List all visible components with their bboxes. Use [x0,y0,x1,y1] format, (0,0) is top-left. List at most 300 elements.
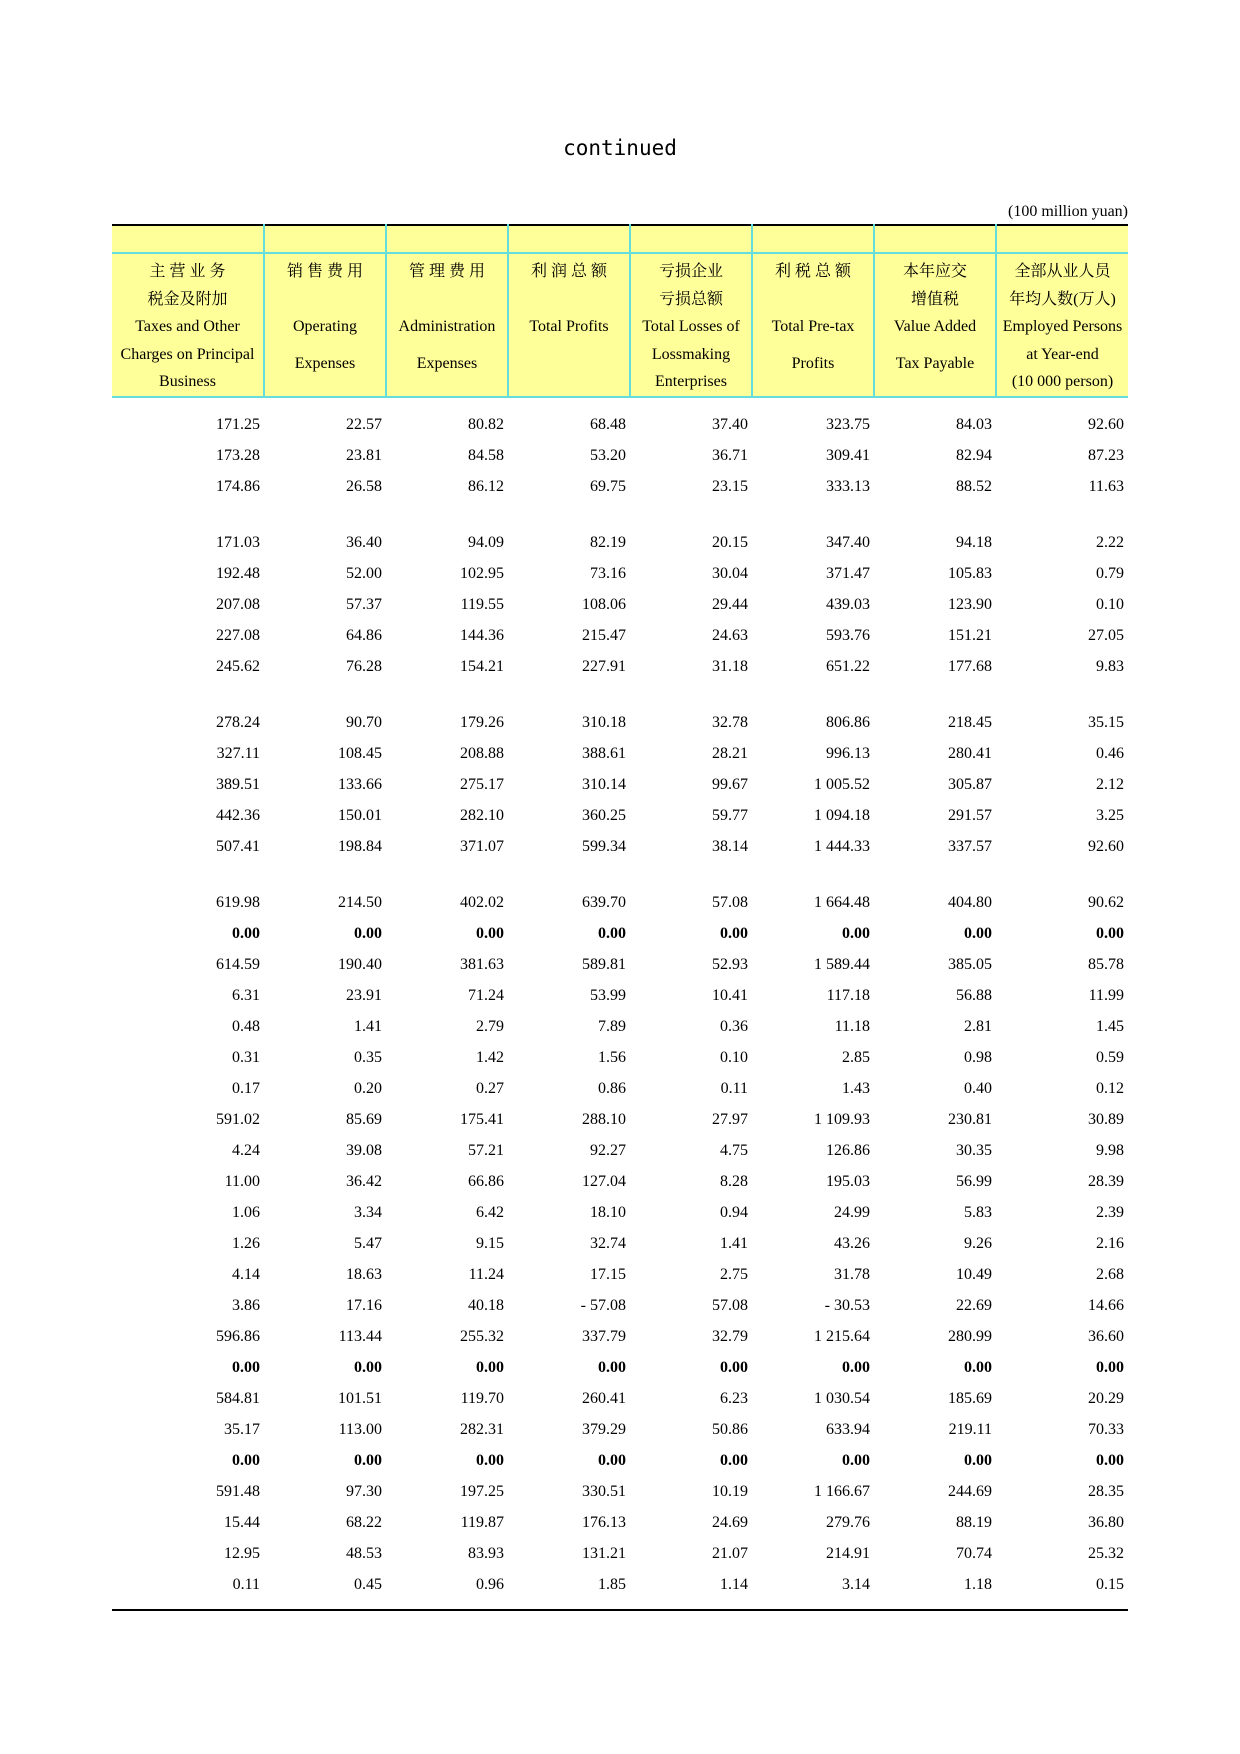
cell-total-profits: 53.99 [590,987,626,1004]
cell-total-profits: 639.70 [582,894,626,911]
column-header-en: Expenses [294,354,356,372]
cell-total-profits: 53.20 [590,447,626,464]
cell-operating-expenses: 17.16 [346,1297,382,1314]
column-header-zh: 管 理 费 用 [408,263,485,280]
cell-taxes-charges: 614.59 [216,956,260,973]
cell-total-losses: 50.86 [712,1421,748,1438]
cell-total-losses: 59.77 [712,807,748,824]
cell-total-losses: 0.94 [720,1204,748,1221]
table-row [112,1012,1128,1043]
column-header-operating-expenses [264,253,386,397]
cell-operating-expenses: 198.84 [338,838,382,855]
cell-employed-persons: 3.25 [1096,807,1124,824]
cell-value-added-tax: 230.81 [948,1111,992,1128]
cell-total-pretax-profits: 347.40 [826,534,870,551]
table-row [112,1353,1128,1384]
cell-employed-persons: 0.15 [996,1570,1128,1610]
cell-taxes-charges: 0.11 [112,1570,264,1610]
cell-taxes-charges: 15.44 [224,1514,260,1531]
cell-value-added-tax: 82.94 [956,447,992,464]
cell-total-losses: 20.15 [712,534,748,551]
header-top-cell [508,225,630,253]
cell-employed-persons: 9.83 [1096,658,1124,675]
cell-taxes-charges: 4.14 [232,1266,260,1283]
cell-employed-persons: 92.60 [1088,416,1124,433]
table-row [112,1136,1128,1167]
cell-total-profits: 68.48 [590,416,626,433]
cell-total-losses: 0.00 [720,1359,748,1376]
cell-operating-expenses: 52.00 [346,565,382,582]
cell-administration-expenses: 6.42 [476,1204,504,1221]
cell-total-losses: 32.78 [712,714,748,731]
cell-value-added-tax: 30.35 [956,1142,992,1159]
cell-total-pretax-profits: 633.94 [826,1421,870,1438]
cell-total-profits: 388.61 [582,745,626,762]
cell-total-losses: 10.41 [712,987,748,1004]
cell-taxes-charges: 619.98 [216,894,260,911]
column-header-en: (10 000 person) [1011,373,1114,390]
cell-total-profits: 18.10 [590,1204,626,1221]
table-row [112,590,1128,621]
cell-operating-expenses: 190.40 [338,956,382,973]
cell-administration-expenses: 40.18 [468,1297,504,1314]
cell-operating-expenses: 97.30 [346,1483,382,1500]
cell-total-pretax-profits: 1 005.52 [814,776,870,793]
cell-value-added-tax: 56.88 [956,987,992,1004]
table-row [112,1539,1128,1570]
statistics-table [112,224,1128,1611]
cell-operating-expenses: 113.00 [338,1421,382,1438]
table-row [112,832,1128,863]
cell-operating-expenses: 0.00 [354,1359,382,1376]
cell-total-losses: 1.41 [720,1235,748,1252]
cell-value-added-tax: 9.26 [964,1235,992,1252]
cell-total-losses: 52.93 [712,956,748,973]
cell-employed-persons: 30.89 [1088,1111,1124,1128]
cell-taxes-charges: 192.48 [216,565,260,582]
cell-operating-expenses: 36.42 [346,1173,382,1190]
cell-administration-expenses: 0.00 [476,1359,504,1376]
cell-taxes-charges: 584.81 [216,1390,260,1407]
cell-total-profits: 0.00 [598,925,626,942]
cell-total-pretax-profits: 806.86 [826,714,870,731]
cell-total-pretax-profits: 11.18 [834,1018,870,1035]
table-row [112,1291,1128,1322]
cell-administration-expenses: 11.24 [468,1266,504,1283]
table-row [112,801,1128,832]
cell-total-profits: - 57.08 [580,1297,626,1314]
column-header-en: at Year-end [1026,345,1099,363]
cell-total-losses: 0.00 [720,1452,748,1469]
column-header-en: Business [159,373,216,390]
column-header-en: Value Added [893,318,977,335]
cell-administration-expenses: 275.17 [460,776,504,793]
cell-value-added-tax: 22.69 [956,1297,992,1314]
cell-administration-expenses: 144.36 [460,627,504,644]
cell-employed-persons: 0.12 [1096,1080,1124,1097]
cell-total-pretax-profits: 214.91 [826,1545,870,1562]
spacer-cell [112,503,1128,528]
cell-value-added-tax: 291.57 [948,807,992,824]
column-header-total-pretax-profits [752,253,874,397]
table-row [112,919,1128,950]
cell-total-losses: 30.04 [712,565,748,582]
cell-employed-persons: 0.79 [1096,565,1124,582]
cell-total-losses: 0.00 [720,925,748,942]
table-row [112,397,1128,441]
cell-operating-expenses: 39.08 [346,1142,382,1159]
cell-administration-expenses: 381.63 [460,956,504,973]
spacer-cell [112,863,1128,888]
cell-operating-expenses: 0.35 [354,1049,382,1066]
spacer-cell [112,683,1128,708]
cell-total-pretax-profits: 195.03 [826,1173,870,1190]
cell-total-pretax-profits: 1 109.93 [814,1111,870,1128]
cell-taxes-charges: 227.08 [216,627,260,644]
cell-employed-persons: 35.15 [1088,714,1124,731]
cell-total-pretax-profits: - 30.53 [824,1297,870,1314]
cell-employed-persons: 1.45 [1096,1018,1124,1035]
cell-operating-expenses: 3.34 [354,1204,382,1221]
cell-administration-expenses: 282.10 [460,807,504,824]
cell-total-profits: 330.51 [582,1483,626,1500]
cell-value-added-tax: 337.57 [948,838,992,855]
cell-employed-persons: 25.32 [1088,1545,1124,1562]
cell-value-added-tax: 88.52 [956,478,992,495]
table-row [112,1477,1128,1508]
cell-total-profits: 337.79 [582,1328,626,1345]
column-header-en: Total Profits [529,318,609,335]
cell-total-losses: 57.08 [712,1297,748,1314]
cell-value-added-tax: 185.69 [948,1390,992,1407]
column-header-administration-expenses [386,253,508,397]
cell-administration-expenses: 119.55 [460,596,504,613]
cell-administration-expenses: 119.87 [460,1514,504,1531]
table-row [112,1043,1128,1074]
table-row [112,1322,1128,1353]
column-header-total-losses [630,253,752,397]
table-row [112,441,1128,472]
cell-total-pretax-profits: 2.85 [842,1049,870,1066]
column-header-en: Taxes and Other [135,318,240,335]
cell-total-pretax-profits: 1 444.33 [814,838,870,855]
table-body [112,397,1128,1610]
column-header-zh: 全部从业人员 [1014,263,1111,280]
column-header-zh: 主 营 业 务 [149,263,226,280]
cell-value-added-tax: 280.99 [948,1328,992,1345]
cell-employed-persons: 0.00 [1096,1452,1124,1469]
cell-value-added-tax: 218.45 [948,714,992,731]
table-row [112,1508,1128,1539]
cell-total-profits: 599.34 [582,838,626,855]
table-header [112,225,1128,397]
cell-total-pretax-profits: 1 094.18 [814,807,870,824]
cell-total-losses: 27.97 [712,1111,748,1128]
cell-total-losses: 99.67 [712,776,748,793]
column-header-total-profits [508,253,630,397]
cell-total-profits: 260.41 [582,1390,626,1407]
cell-employed-persons: 92.60 [1088,838,1124,855]
table-row [112,1074,1128,1105]
cell-employed-persons: 36.60 [1088,1328,1124,1345]
cell-operating-expenses: 5.47 [354,1235,382,1252]
cell-total-pretax-profits: 31.78 [834,1266,870,1283]
cell-taxes-charges: 171.03 [216,534,260,551]
cell-value-added-tax: 0.40 [964,1080,992,1097]
cell-total-profits: 0.00 [598,1452,626,1469]
cell-total-losses: 0.10 [720,1049,748,1066]
table-row [112,981,1128,1012]
header-top-cell [386,225,508,253]
cell-employed-persons: 11.63 [1088,478,1124,495]
cell-administration-expenses: 371.07 [460,838,504,855]
cell-administration-expenses: 402.02 [460,894,504,911]
column-header-zh: 销 售 费 用 [286,263,363,280]
cell-employed-persons: 0.00 [1096,925,1124,942]
table-row [112,950,1128,981]
cell-total-profits: 1.56 [598,1049,626,1066]
cell-administration-expenses: 0.96 [386,1570,508,1610]
cell-administration-expenses: 102.95 [460,565,504,582]
cell-administration-expenses: 9.15 [476,1235,504,1252]
cell-total-profits: 227.91 [582,658,626,675]
cell-taxes-charges: 35.17 [224,1421,260,1438]
cell-value-added-tax: 280.41 [948,745,992,762]
column-header-en: Employed Persons [1002,318,1123,335]
cell-total-pretax-profits: 279.76 [826,1514,870,1531]
cell-administration-expenses: 2.79 [476,1018,504,1035]
cell-operating-expenses: 64.86 [346,627,382,644]
column-header-zh: 亏损总额 [658,290,723,308]
cell-administration-expenses: 197.25 [460,1483,504,1500]
cell-employed-persons: 14.66 [1088,1297,1124,1314]
cell-employed-persons: 0.59 [1096,1049,1124,1066]
cell-employed-persons: 70.33 [1088,1421,1124,1438]
cell-administration-expenses: 57.21 [468,1142,504,1159]
cell-taxes-charges: 0.00 [232,1359,260,1376]
header-row [112,253,1128,397]
cell-administration-expenses: 208.88 [460,745,504,762]
cell-employed-persons: 2.12 [1096,776,1124,793]
cell-value-added-tax: 5.83 [964,1204,992,1221]
cell-administration-expenses: 86.12 [468,478,504,495]
table-row [112,708,1128,739]
column-header-zh: 本年应交 [902,263,967,280]
cell-taxes-charges: 1.06 [232,1204,260,1221]
cell-administration-expenses: 71.24 [468,987,504,1004]
cell-total-losses: 21.07 [712,1545,748,1562]
cell-total-pretax-profits: 651.22 [826,658,870,675]
column-header-en: Expenses [416,354,478,372]
cell-total-profits: 7.89 [598,1018,626,1035]
cell-total-losses: 10.19 [712,1483,748,1500]
cell-employed-persons: 0.46 [1096,745,1124,762]
cell-administration-expenses: 0.00 [476,925,504,942]
column-header-value-added-tax [874,253,996,397]
cell-operating-expenses: 133.66 [338,776,382,793]
column-header-taxes-charges [112,253,264,397]
cell-taxes-charges: 171.25 [216,416,260,433]
table-row [112,888,1128,919]
cell-operating-expenses: 108.45 [338,745,382,762]
cell-taxes-charges: 0.00 [232,1452,260,1469]
cell-total-losses: 0.36 [720,1018,748,1035]
cell-total-profits: 32.74 [590,1235,626,1252]
cell-taxes-charges: 591.48 [216,1483,260,1500]
table-row [112,472,1128,503]
cell-value-added-tax: 244.69 [948,1483,992,1500]
cell-employed-persons: 2.22 [1096,534,1124,551]
table-row [112,1415,1128,1446]
cell-operating-expenses: 36.40 [346,534,382,551]
cell-total-pretax-profits: 333.13 [826,478,870,495]
column-header-en: Tax Payable [895,354,975,372]
cell-operating-expenses: 76.28 [346,658,382,675]
cell-total-pretax-profits: 43.26 [834,1235,870,1252]
cell-operating-expenses: 23.91 [346,987,382,1004]
cell-total-losses: 57.08 [712,894,748,911]
cell-employed-persons: 2.39 [1096,1204,1124,1221]
cell-operating-expenses: 90.70 [346,714,382,731]
cell-total-losses: 29.44 [712,596,748,613]
cell-administration-expenses: 282.31 [460,1421,504,1438]
cell-operating-expenses: 0.00 [354,925,382,942]
table-row [112,1105,1128,1136]
cell-taxes-charges: 0.48 [232,1018,260,1035]
cell-administration-expenses: 154.21 [460,658,504,675]
cell-total-losses: 37.40 [712,416,748,433]
table-row [112,1570,1128,1610]
table-row [112,559,1128,590]
cell-taxes-charges: 4.24 [232,1142,260,1159]
cell-total-profits: 360.25 [582,807,626,824]
cell-total-losses: 0.11 [720,1080,748,1097]
cell-operating-expenses: 48.53 [346,1545,382,1562]
table-row [112,1260,1128,1291]
cell-operating-expenses: 68.22 [346,1514,382,1531]
cell-employed-persons: 36.80 [1088,1514,1124,1531]
cell-taxes-charges: 245.62 [216,658,260,675]
cell-operating-expenses: 101.51 [338,1390,382,1407]
cell-taxes-charges: 327.11 [216,745,260,762]
column-header-zh: 利 润 总 额 [530,263,607,280]
cell-total-pretax-profits: 3.14 [752,1570,874,1610]
cell-total-profits: 1.85 [508,1570,630,1610]
cell-total-pretax-profits: 1 589.44 [814,956,870,973]
cell-taxes-charges: 207.08 [216,596,260,613]
column-header-en: Enterprises [655,373,727,390]
cell-total-pretax-profits: 1 166.67 [814,1483,870,1500]
cell-operating-expenses: 0.00 [354,1452,382,1469]
cell-employed-persons: 11.99 [1088,987,1124,1004]
cell-administration-expenses: 66.86 [468,1173,504,1190]
cell-taxes-charges: 11.00 [224,1173,260,1190]
cell-total-pretax-profits: 996.13 [826,745,870,762]
cell-administration-expenses: 255.32 [460,1328,504,1345]
cell-value-added-tax: 0.00 [964,1359,992,1376]
cell-total-pretax-profits: 1 030.54 [814,1390,870,1407]
column-header-zh: 增值税 [910,290,959,308]
column-header-zh: 年均人数(万人) [1009,290,1116,308]
cell-total-losses: 24.69 [712,1514,748,1531]
group-spacer [112,503,1128,528]
cell-employed-persons: 0.10 [1096,596,1124,613]
table-row [112,1229,1128,1260]
cell-value-added-tax: 404.80 [948,894,992,911]
cell-value-added-tax: 0.00 [964,925,992,942]
cell-total-pretax-profits: 0.00 [842,1359,870,1376]
cell-administration-expenses: 84.58 [468,447,504,464]
table-row [112,652,1128,683]
cell-taxes-charges: 596.86 [216,1328,260,1345]
cell-taxes-charges: 3.86 [232,1297,260,1314]
header-top-cell [112,225,264,253]
cell-total-losses: 6.23 [720,1390,748,1407]
cell-total-pretax-profits: 1 664.48 [814,894,870,911]
cell-value-added-tax: 0.98 [964,1049,992,1066]
cell-value-added-tax: 305.87 [948,776,992,793]
cell-total-losses: 1.14 [630,1570,752,1610]
cell-taxes-charges: 12.95 [224,1545,260,1562]
cell-employed-persons: 28.39 [1088,1173,1124,1190]
cell-total-pretax-profits: 0.00 [842,925,870,942]
column-header-employed-persons [996,253,1128,397]
column-header-zh: 利 税 总 额 [774,263,851,280]
column-header-en: Profits [791,354,835,372]
cell-employed-persons: 27.05 [1088,627,1124,644]
cell-taxes-charges: 173.28 [216,447,260,464]
column-header-zh: 税金及附加 [147,290,228,308]
table-row [112,528,1128,559]
cell-total-losses: 24.63 [712,627,748,644]
header-top-cell [996,225,1128,253]
cell-employed-persons: 2.68 [1096,1266,1124,1283]
cell-total-profits: 17.15 [590,1266,626,1283]
cell-administration-expenses: 175.41 [460,1111,504,1128]
cell-total-pretax-profits: 126.86 [826,1142,870,1159]
page-title: continued [563,136,677,160]
cell-employed-persons: 20.29 [1088,1390,1124,1407]
cell-administration-expenses: 0.27 [476,1080,504,1097]
cell-value-added-tax: 56.99 [956,1173,992,1190]
cell-taxes-charges: 591.02 [216,1111,260,1128]
table-row [112,1384,1128,1415]
cell-value-added-tax: 0.00 [964,1452,992,1469]
unit-label: (100 million yuan) [1008,203,1128,220]
cell-operating-expenses: 214.50 [338,894,382,911]
cell-value-added-tax: 219.11 [948,1421,992,1438]
header-top-cell [630,225,752,253]
column-header-en: Charges on Principal [120,345,255,363]
cell-taxes-charges: 389.51 [216,776,260,793]
cell-administration-expenses: 80.82 [468,416,504,433]
cell-total-losses: 28.21 [712,745,748,762]
cell-total-pretax-profits: 24.99 [834,1204,870,1221]
cell-value-added-tax: 94.18 [956,534,992,551]
cell-taxes-charges: 6.31 [232,987,260,1004]
cell-total-pretax-profits: 439.03 [826,596,870,613]
cell-operating-expenses: 0.45 [264,1570,386,1610]
cell-total-losses: 4.75 [720,1142,748,1159]
cell-value-added-tax: 88.19 [956,1514,992,1531]
cell-value-added-tax: 151.21 [948,627,992,644]
cell-total-profits: 0.86 [598,1080,626,1097]
cell-administration-expenses: 94.09 [468,534,504,551]
cell-value-added-tax: 84.03 [956,416,992,433]
cell-total-profits: 108.06 [582,596,626,613]
cell-total-losses: 38.14 [712,838,748,855]
cell-operating-expenses: 22.57 [346,416,382,433]
